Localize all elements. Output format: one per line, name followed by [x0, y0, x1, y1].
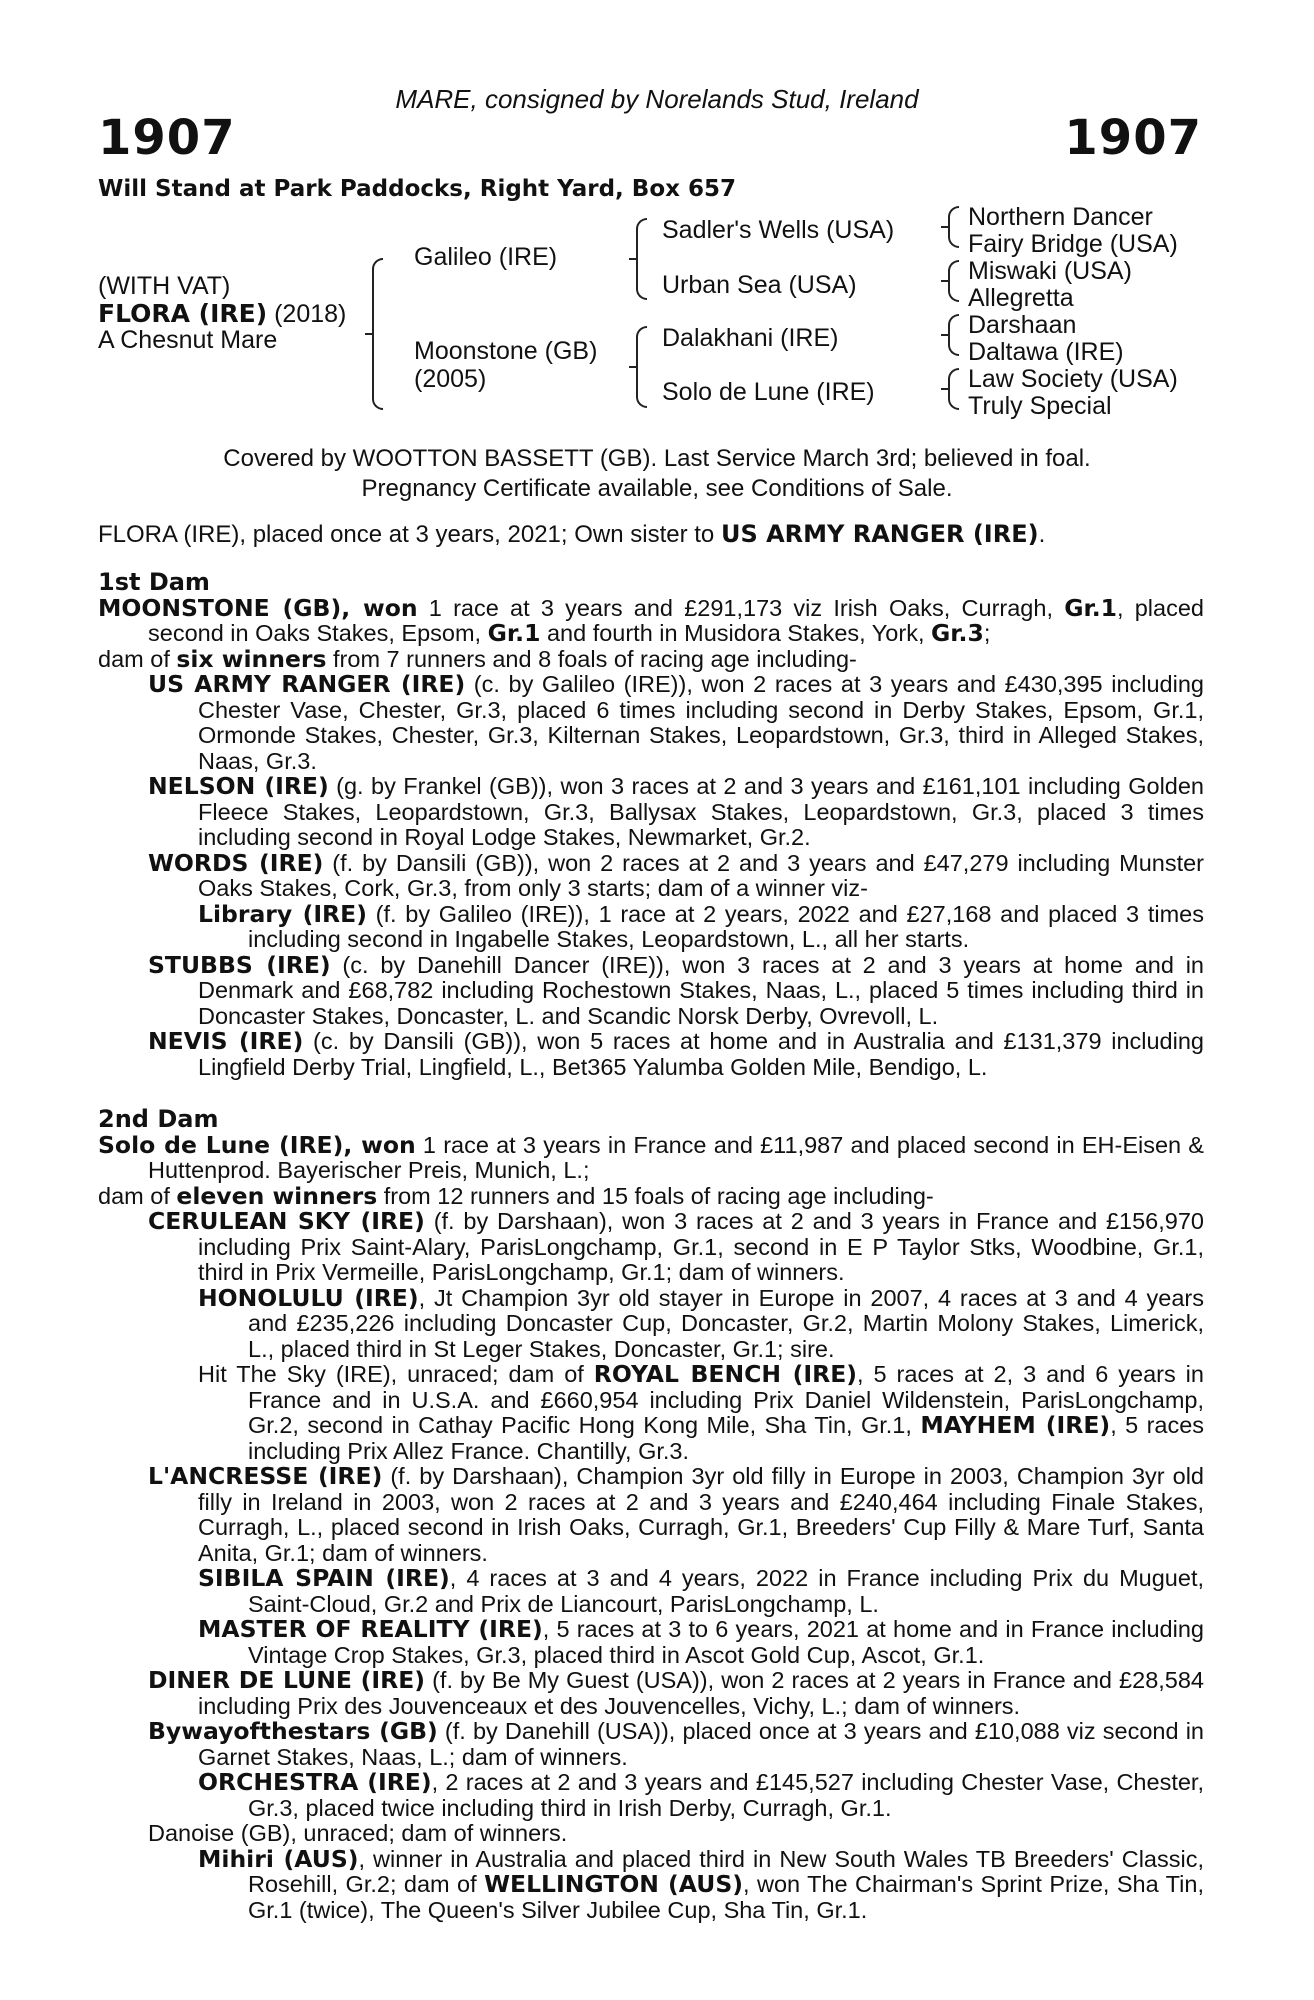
- produce-name: WORDS (IRE): [148, 848, 324, 877]
- produce-record: , Jt Champion 3yr old stayer in Europe in 2007, 4 races at 3 and 4 years and £235,226 including Doncaster Cup, Doncaster, Gr.2, Martin Molony Stakes, Limerick, L., placed third in St Leger Stakes, Doncaster, Gr.1; sire.: [248, 1284, 1204, 1362]
- grade-gr1: Gr.1: [487, 619, 541, 647]
- second-dam-won: , won: [343, 1130, 416, 1159]
- produce-mihiri: [98, 1844, 1204, 1924]
- first-dam-heading: 1st Dam: [98, 568, 210, 596]
- produce-name: Mihiri (AUS): [198, 1844, 359, 1873]
- intro-line: [98, 520, 1045, 549]
- produce-record: Hit The Sky (IRE), unraced; dam of: [198, 1361, 594, 1387]
- produce-name: WELLINGTON (AUS): [484, 1870, 744, 1898]
- brace-horse: [372, 258, 383, 410]
- brace-g34: [948, 260, 959, 302]
- produce-danoise: [98, 1821, 1204, 1847]
- produce-master-of-reality: [98, 1617, 1204, 1668]
- produce-record: , 5 races at 3 to 6 years, 2021 at home and in France including Vintage Crop Stakes, Gr.3, placed third in Ascot Gold Cup, Ascot, Gr.1.: [248, 1616, 1204, 1668]
- produce-honolulu: [98, 1283, 1204, 1363]
- produce-nevis: [98, 1029, 1204, 1080]
- produce-library: [98, 899, 1204, 953]
- produce-name: STUBBS (IRE): [148, 950, 331, 979]
- brace-g12: [948, 206, 959, 248]
- horse-name: FLORA (IRE): [98, 299, 268, 328]
- stand-location: Will Stand at Park Paddocks, Right Yard, Box 657: [98, 176, 736, 202]
- dam-year: (2005): [414, 365, 487, 393]
- produce-record: Danoise (GB), unraced; dam of winners.: [148, 1820, 568, 1846]
- first-dam-produce-summary: [98, 644, 1204, 673]
- ancestor-2: Fairy Bridge (USA): [968, 230, 1178, 258]
- produce-name: ORCHESTRA (IRE): [198, 1768, 432, 1796]
- intro-text: FLORA (IRE), placed once at 3 years, 2021; Own sister to: [98, 521, 721, 548]
- second-dam-name: Solo de Lune (IRE): [98, 1130, 344, 1159]
- brace-g56: [948, 314, 959, 356]
- first-dam-text-1: 1 race at 3 years and £291,173 viz Irish Oaks, Curragh,: [417, 594, 1065, 621]
- damof-text-2: from 12 runners and 15 foals of racing age including-: [377, 1182, 934, 1209]
- ancestor-1: Northern Dancer: [968, 203, 1153, 231]
- produce-record: (f. by Dansili (GB)), won 2 races at 2 and 3 years and £47,279 including Munster Oaks Stakes, Cork, Gr.3, from only 3 starts; dam of a winner viz-: [198, 849, 1205, 901]
- produce-record: (f. by Darshaan), won 3 races at 2 and 3 years in France and £156,970 including Prix Saint-Alary, ParisLongchamp, Gr.1, second in E P Taylor Stks, Woodbine, Gr.1, third in Prix Vermeille, ParisLongchamp, Gr.1; dam of winners.: [198, 1208, 1204, 1285]
- produce-nelson: [98, 774, 1204, 851]
- produce-record: , won The Chairman's Sprint Prize, Sha Tin, Gr.1 (twice), The Queen's Silver Jubilee Cup, Sha Tin, Gr.1.: [248, 1871, 1204, 1923]
- produce-lancresse: [98, 1464, 1204, 1566]
- produce-name: SIBILA SPAIN (IRE): [198, 1564, 450, 1592]
- produce-name: MAYHEM (IRE): [920, 1411, 1111, 1439]
- produce-name: MASTER OF REALITY (IRE): [198, 1615, 543, 1643]
- dam-dam: Solo de Lune (IRE): [662, 378, 875, 406]
- ancestor-3: Miswaki (USA): [968, 257, 1132, 285]
- produce-record: , 5 races at 2, 3 and 6 years in France and in U.S.A. and £660,954 including Prix Daniel Wildenstein, ParisLongchamp, Gr.2, second in Cathay Pacific Hong Kong Mile, Sha Tin, Gr.1,: [248, 1361, 1204, 1438]
- produce-record: (c. by Dansili (GB)), won 5 races at home and in Australia and £131,379 including Lingfield Derby Trial, Lingfield, L., Bet365 Yalumba Golden Mile, Bendigo, L.: [198, 1028, 1204, 1080]
- produce-name: L'ANCRESSE (IRE): [148, 1462, 383, 1490]
- first-dam-name: MOONSTONE (GB): [98, 593, 342, 622]
- lot-number-left: 1907: [98, 110, 236, 166]
- produce-record: (c. by Galileo (IRE)), won 2 races at 3 years and £430,395 including Chester Vase, Chester, Gr.3, placed 6 times including second in Derby Stakes, Epsom, Gr.1, Ormonde Stakes, Chester, Gr.3, Kilternan Stakes, Leopardstown, Gr.3, third in Alleged Stakes, Naas, Gr.3.: [198, 671, 1204, 774]
- first-dam-text-2: , placed second in Oaks Stakes, Epsom,: [148, 594, 1204, 646]
- sire-sire: Sadler's Wells (USA): [662, 216, 895, 244]
- first-dam-won: , won: [341, 593, 418, 622]
- produce-stubbs: [98, 950, 1204, 1030]
- damof-text-1: dam of: [98, 1182, 177, 1209]
- produce-record: (g. by Frankel (GB)), won 3 races at 2 and 3 years and £161,101 including Golden Fleece Stakes, Leopardstown, Gr.3, Ballysax Stakes, Leopardstown, Gr.3, placed 3 times including second in Royal Lodge Stakes, Newmarket, Gr.2.: [198, 773, 1204, 850]
- produce-diner-de-lune: [98, 1668, 1204, 1719]
- damof-text-2: from 7 runners and 8 foals of racing age including-: [326, 645, 857, 672]
- produce-bywayofthestars: [98, 1719, 1204, 1770]
- produce-hit-the-sky: [98, 1362, 1204, 1464]
- sire-name: Galileo (IRE): [414, 243, 558, 271]
- first-dam-record: [98, 593, 1204, 647]
- horse-name-line: [98, 299, 346, 329]
- produce-record: (f. by Darshaan), Champion 3yr old filly in Europe in 2003, Champion 3yr old filly in Ireland in 2003, won 2 races at 2 and 3 years and £240,464 including Finale Stakes, Curragh, L., placed second in Irish Oaks, Curragh, Gr.1, Breeders' Cup Filly & Mare Turf, Santa Anita, Gr.1; dam of winners.: [198, 1463, 1204, 1566]
- ancestor-5: Darshaan: [968, 311, 1077, 339]
- produce-name: DINER DE LUNE (IRE): [148, 1666, 426, 1694]
- second-dam-produce-summary: [98, 1181, 1204, 1210]
- ancestor-4: Allegretta: [968, 284, 1074, 312]
- covered-line-1: Covered by WOOTTON BASSETT (GB). Last Service March 3rd; believed in foal.: [223, 445, 1091, 472]
- sire-dam: Urban Sea (USA): [662, 271, 857, 299]
- produce-name: NELSON (IRE): [148, 772, 329, 800]
- second-dam-text: 1 race at 3 years in France and £11,987 and placed second in EH-Eisen & Huttenprod. Bayerischer Preis, Munich, L.;: [148, 1131, 1204, 1183]
- produce-orchestra: [98, 1770, 1204, 1821]
- produce-record: , winner in Australia and placed third in New South Wales TB Breeders' Classic, Rosehill, Gr.2; dam of: [248, 1845, 1204, 1897]
- ancestor-7: Law Society (USA): [968, 365, 1178, 393]
- produce-us-army-ranger: [98, 672, 1204, 774]
- horse-year: (2018): [274, 300, 347, 328]
- damof-winners: eleven winners: [176, 1181, 378, 1210]
- produce-record: , 4 races at 3 and 4 years, 2022 in France including Prix du Muguet, Saint-Cloud, Gr.2 and Prix de Liancourt, ParisLongchamp, L.: [248, 1565, 1205, 1617]
- second-dam-heading: 2nd Dam: [98, 1105, 219, 1133]
- produce-name: HONOLULU (IRE): [198, 1283, 419, 1312]
- produce-words: [98, 848, 1205, 902]
- damof-winners: six winners: [176, 644, 327, 673]
- produce-record: (f. by Galileo (IRE)), 1 race at 2 years, 2022 and £27,168 and placed 3 times including second in Ingabelle Stakes, Leopardstown, L., all her starts.: [248, 900, 1204, 952]
- covered-note: [0, 444, 1314, 504]
- produce-record: (c. by Danehill Dancer (IRE)), won 3 races at 2 and 3 years at home and in Denmark and £68,782 including Rochestown Stakes, Naas, L., placed 5 times including third in Doncaster Stakes, Doncaster, L. and Scandic Norsk Derby, Ovrevoll, L.: [198, 951, 1204, 1029]
- produce-record: (f. by Danehill (USA)), placed once at 3 years and £10,088 viz second in Garnet Stakes, Naas, L.; dam of winners.: [198, 1718, 1204, 1770]
- ancestor-8: Truly Special: [968, 392, 1112, 420]
- second-dam-section: [98, 1107, 1204, 1923]
- produce-name: Library (IRE): [198, 899, 367, 928]
- dam-name: Moonstone (GB): [414, 337, 598, 365]
- grade-gr1: Gr.1: [1064, 593, 1117, 622]
- produce-name: Bywayofthestars (GB): [148, 1717, 438, 1745]
- produce-cerulean-sky: [98, 1209, 1204, 1286]
- grade-gr3: Gr.3: [931, 619, 984, 647]
- covered-line-2: Pregnancy Certificate available, see Conditions of Sale.: [361, 475, 953, 502]
- produce-name: US ARMY RANGER (IRE): [148, 670, 466, 698]
- second-dam-record: [98, 1130, 1204, 1184]
- ancestor-6: Daltawa (IRE): [968, 338, 1124, 366]
- intro-sister-name: US ARMY RANGER (IRE): [720, 520, 1039, 548]
- first-dam-section: [98, 570, 1204, 1080]
- first-dam-text-4: ;: [983, 620, 991, 646]
- brace-g78: [948, 368, 959, 410]
- produce-name: ROYAL BENCH (IRE): [593, 1360, 858, 1388]
- brace-dam: [636, 326, 647, 408]
- consignor-line: MARE, consigned by Norelands Stud, Ireland: [395, 84, 919, 114]
- lot-number-right: 1907: [1064, 110, 1202, 166]
- produce-sibila-spain: [98, 1566, 1204, 1617]
- produce-record: (f. by Be My Guest (USA)), won 2 races at 2 years in France and £28,584 including Prix des Jouvenceaux et des Jouvencelles, Vichy, L.; dam of winners.: [198, 1667, 1204, 1719]
- produce-name: NEVIS (IRE): [148, 1027, 304, 1055]
- horse-description: A Chesnut Mare: [98, 326, 278, 354]
- first-dam-text-3: and fourth in Musidora Stakes, York,: [540, 620, 932, 646]
- produce-record: , 2 races at 2 and 3 years and £145,527 including Chester Vase, Chester, Gr.3, placed twice including third in Irish Derby, Curragh, Gr.1.: [248, 1769, 1204, 1821]
- damof-text-1: dam of: [98, 645, 177, 672]
- brace-sire: [636, 218, 647, 300]
- produce-record: , 5 races including Prix Allez France. Chantilly, Gr.3.: [248, 1412, 1205, 1464]
- intro-end: .: [1038, 521, 1046, 548]
- vat-note: (WITH VAT): [98, 272, 231, 300]
- produce-name: CERULEAN SKY (IRE): [148, 1207, 425, 1235]
- dam-sire: Dalakhani (IRE): [662, 324, 839, 352]
